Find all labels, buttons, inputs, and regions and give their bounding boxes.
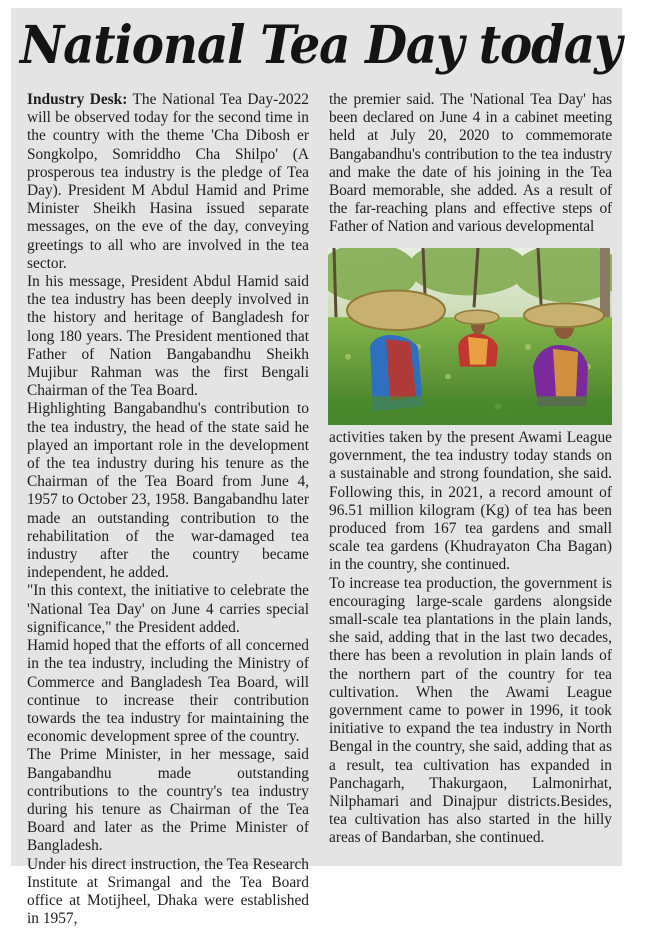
right-column-top (329, 91, 612, 241)
right-column-bottom (329, 429, 612, 848)
paragraph: In his message, President Abdul Hamid said the tea industry has been deeply involved in the history and heritage of Bangladesh for long 180 years. The President mentioned that Father of Nation Bangabandhu Sheikh Mujibur Rahman was the first Bengali Chairman of the Tea Board. (27, 273, 309, 400)
paragraph (27, 91, 309, 273)
headline: National Tea Day today (20, 15, 622, 76)
paragraph: Hamid hoped that the efforts of all concerned in the tea industry, including the Ministry of Commerce and Bangladesh Tea Board, will continue to increase their contribution towards the tea industry for maintaining the economic development spree of the country. (27, 637, 309, 746)
paragraph: "In this context, the initiative to celebrate the 'National Tea Day' on June 4 carries special significance," the President added. (27, 582, 309, 636)
left-column (27, 91, 309, 928)
byline: Industry Desk: (27, 91, 128, 108)
paragraph: The Prime Minister, in her message, said Bangabandhu made outstanding contributions to the country's tea industry during his tenure as Chairman of the Tea Board and later as the Prime Minister of Bangladesh. (27, 746, 309, 855)
paragraph-text: The National Tea Day-2022 will be observed today for the second time in the country with the theme 'Cha Dibosh er Songkolpo, Somriddho Cha Shilpo' (A prosperous tea industry is the pledge of Tea Day). President M Abdul Hamid and Prime Minister Sheikh Hasina issued separate messages, on the eve of the day, conveying greetings to all who are involved in the tea sector. (27, 91, 309, 272)
paragraph: Highlighting Bangabandhu's contribution to the tea industry, the head of the state said he played an important role in the development of the tea industry during his tenure as the Chairman of the Tea Board from June 4, 1957 to October 23, 1958. Bangabandhu later made an outstanding contribution to the rehabilitation of the war-damaged tea industry after the country became independent, he added. (27, 400, 309, 582)
paragraph: To increase tea production, the government is encouraging large-scale gardens alongside small-scale tea plantations in the plain lands, she said, adding that in the last two decades, there has been a revolution in plain lands of the northern part of the country for tea cultivation. When the Awami League government came to power in 1996, it took initiative to expand the tea industry in North Bengal in the country, she said, adding that as a result, tea cultivation has expanded in Panchagarh, Thakurgaon, Lalmonirhat, Nilphamari and Dinajpur districts.Besides, tea cultivation has also started in the hilly areas of Bandarban, she continued. (329, 574, 612, 847)
tea-garden-photo (328, 248, 612, 425)
tea-pickers-image (328, 248, 612, 425)
paragraph: Under his direct instruction, the Tea Research Institute at Srimangal and the Tea Board office at Motijheel, Dhaka were established in 1957, (27, 855, 309, 928)
paragraph: the premier said. The 'National Tea Day' has been declared on June 4 in a cabinet meeting held at July 20, 2020 to commemorate Bangabandhu's contribution to the tea industry and make the date of his joining in the Tea Board memorable, she added. As a result of the far-reaching plans and effective steps of Father of Nation and various developmental (329, 91, 612, 236)
paragraph: activities taken by the present Awami League government, the tea industry today stands on a sustainable and strong foundation, she said. Following this, in 2021, a record amount of 96.51 million kilogram (Kg) of tea has been produced from 167 tea gardens and small scale tea gardens (Khudrayaton Cha Bagan) in the country, she continued. (329, 429, 612, 574)
